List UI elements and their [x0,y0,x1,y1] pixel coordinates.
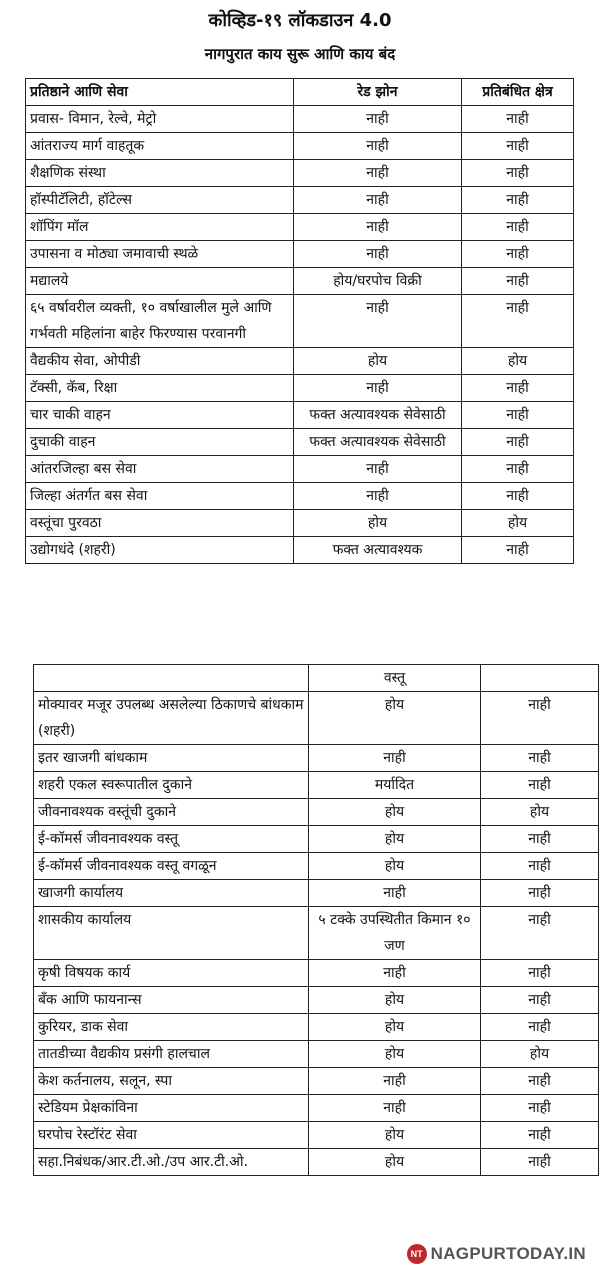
red-zone-cell: होय [309,1041,481,1068]
red-zone-cell: नाही [294,456,462,483]
containment-zone-cell: नाही [462,429,574,456]
service-name-cell: तातडीच्या वैद्यकीय प्रसंगी हालचाल [34,1041,309,1068]
service-name-cell: मद्यालये [26,268,294,295]
red-zone-cell: नाही [309,960,481,987]
header-red-zone: रेड झोन [294,79,462,106]
containment-zone-cell: नाही [462,241,574,268]
containment-zone-cell: नाही [481,987,599,1014]
containment-zone-cell: नाही [462,537,574,564]
service-name-cell: शॉपिंग मॉल [26,214,294,241]
services-table-part-1 [25,78,574,564]
brand-watermark [407,1243,586,1265]
service-name-cell: आंतरजिल्हा बस सेवा [26,456,294,483]
table-row [34,1068,599,1095]
table-row [34,960,599,987]
service-name-cell: बँक आणि फायनान्स [34,987,309,1014]
red-zone-cell: नाही [294,295,462,348]
table-row [34,772,599,799]
service-name-cell: खाजगी कार्यालय [34,880,309,907]
table-row [34,1041,599,1068]
containment-zone-cell: नाही [462,160,574,187]
service-name-cell: प्रवास- विमान, रेल्वे, मेट्रो [26,106,294,133]
red-zone-cell: नाही [309,1095,481,1122]
containment-zone-cell: नाही [481,745,599,772]
red-zone-cell: नाही [294,106,462,133]
red-zone-cell: ५ टक्के उपस्थितीत किमान १० जण [309,907,481,960]
table-row [34,799,599,826]
service-name-cell: हॉस्पीटॅलिटी, हॉटेल्स [26,187,294,214]
table-row [34,826,599,853]
brand-name: NAGPURTODAY.IN [430,1244,586,1263]
service-name-cell: जीवनावश्यक वस्तूंची दुकाने [34,799,309,826]
red-zone-cell: फक्त अत्यावश्यक [294,537,462,564]
table-row [26,537,574,564]
red-zone-cell: फक्त अत्यावश्यक सेवेसाठी [294,429,462,456]
service-name-cell: दुचाकी वाहन [26,429,294,456]
red-zone-cell: होय [309,1014,481,1041]
red-zone-cell: नाही [294,241,462,268]
service-name-cell: कृषी विषयक कार्य [34,960,309,987]
red-zone-cell: नाही [294,483,462,510]
red-zone-cell: नाही [309,880,481,907]
containment-zone-cell: होय [481,799,599,826]
table-row [34,1095,599,1122]
table-row [26,510,574,537]
containment-zone-cell: नाही [481,880,599,907]
containment-zone-cell: नाही [462,456,574,483]
red-zone-cell: मर्यादित [309,772,481,799]
table-row [26,241,574,268]
table-row [34,907,599,960]
table-row [34,1014,599,1041]
red-zone-cell: होय [309,853,481,880]
table-row [26,456,574,483]
red-zone-cell: होय [309,799,481,826]
red-zone-cell: होय/घरपोच विक्री [294,268,462,295]
service-name-cell: शहरी एकल स्वरूपातील दुकाने [34,772,309,799]
containment-zone-cell: होय [462,510,574,537]
containment-zone-cell: नाही [481,1068,599,1095]
containment-zone-cell: नाही [462,375,574,402]
table-row [26,429,574,456]
red-zone-cell: होय [309,1149,481,1176]
red-zone-cell: नाही [294,160,462,187]
table-row [26,483,574,510]
red-zone-cell: वस्तू [309,665,481,692]
containment-zone-cell: नाही [462,268,574,295]
containment-zone-cell: नाही [481,1122,599,1149]
red-zone-cell: फक्त अत्यावश्यक सेवेसाठी [294,402,462,429]
containment-zone-cell: नाही [481,960,599,987]
service-name-cell: घरपोच रेस्टॉरंट सेवा [34,1122,309,1149]
red-zone-cell: होय [309,1122,481,1149]
service-name-cell: केश कर्तनालय, सलून, स्पा [34,1068,309,1095]
red-zone-cell: होय [309,692,481,745]
containment-zone-cell: होय [481,1041,599,1068]
table-header-row [26,79,574,106]
containment-zone-cell: होय [462,348,574,375]
containment-zone-cell: नाही [462,483,574,510]
service-name-cell: शैक्षणिक संस्था [26,160,294,187]
table-row [26,160,574,187]
containment-zone-cell: नाही [481,853,599,880]
red-zone-cell: होय [294,510,462,537]
containment-zone-cell: नाही [481,1014,599,1041]
service-name-cell [34,665,309,692]
table-row [34,1122,599,1149]
containment-zone-cell: नाही [462,106,574,133]
containment-zone-cell: नाही [462,187,574,214]
containment-zone-cell: नाही [481,1149,599,1176]
table-row [34,853,599,880]
services-table-part-2 [33,664,599,1176]
table-row [26,214,574,241]
containment-zone-cell: नाही [481,692,599,745]
service-name-cell: जिल्हा अंतर्गत बस सेवा [26,483,294,510]
red-zone-cell: नाही [294,133,462,160]
service-name-cell: शासकीय कार्यालय [34,907,309,960]
service-name-cell: मोक्यावर मजूर उपलब्ध असलेल्या ठिकाणचे बांधकाम (शहरी) [34,692,309,745]
service-name-cell: चार चाकी वाहन [26,402,294,429]
red-zone-cell: नाही [309,745,481,772]
table-row [34,987,599,1014]
containment-zone-cell: नाही [481,1095,599,1122]
containment-zone-cell: नाही [462,133,574,160]
red-zone-cell: नाही [294,214,462,241]
nagpurtoday-logo-icon: NT [407,1244,427,1264]
service-name-cell: टॅक्सी, कॅब, रिक्षा [26,375,294,402]
service-name-cell: उपासना व मोठ्या जमावाची स्थळे [26,241,294,268]
containment-zone-cell: नाही [481,826,599,853]
red-zone-cell: होय [309,987,481,1014]
table-row [34,665,599,692]
page-title: कोव्हिड-१९ लॉकडाउन 4.0 [208,10,392,31]
service-name-cell: सहा.निबंधक/आर.टी.ओ./उप आर.टी.ओ. [34,1149,309,1176]
service-name-cell: ई-कॉमर्स जीवनावश्यक वस्तू वगळून [34,853,309,880]
service-name-cell: उद्योगधंदे (शहरी) [26,537,294,564]
service-name-cell: ६५ वर्षावरील व्यक्ती, १० वर्षाखालील मुले आणि गर्भवती महिलांना बाहेर फिरण्यास परवानगी [26,295,294,348]
service-name-cell: इतर खाजगी बांधकाम [34,745,309,772]
table-row [34,1149,599,1176]
containment-zone-cell: नाही [481,907,599,960]
containment-zone-cell: नाही [462,402,574,429]
service-name-cell: कुरियर, डाक सेवा [34,1014,309,1041]
red-zone-cell: नाही [309,1068,481,1095]
red-zone-cell: होय [309,826,481,853]
table-row [26,106,574,133]
page-subtitle: नागपुरात काय सुरू आणि काय बंद [204,45,396,63]
table-row [26,133,574,160]
table-row [26,295,574,348]
containment-zone-cell: नाही [481,772,599,799]
service-name-cell: वस्तूंचा पुरवठा [26,510,294,537]
header-containment-zone: प्रतिबंधित क्षेत्र [462,79,574,106]
table-row [34,880,599,907]
service-name-cell: आंतराज्य मार्ग वाहतूक [26,133,294,160]
table-row [34,692,599,745]
header-establishments: प्रतिष्ठाने आणि सेवा [26,79,294,106]
table-row [26,348,574,375]
table-row [26,268,574,295]
red-zone-cell: होय [294,348,462,375]
table-row [34,745,599,772]
table-row [26,375,574,402]
service-name-cell: स्टेडियम प्रेक्षकांविना [34,1095,309,1122]
table-row [26,187,574,214]
table-row [26,402,574,429]
service-name-cell: वैद्यकीय सेवा, ओपीडी [26,348,294,375]
containment-zone-cell: नाही [462,214,574,241]
red-zone-cell: नाही [294,187,462,214]
red-zone-cell: नाही [294,375,462,402]
containment-zone-cell [481,665,599,692]
service-name-cell: ई-कॉमर्स जीवनावश्यक वस्तू [34,826,309,853]
containment-zone-cell: नाही [462,295,574,348]
